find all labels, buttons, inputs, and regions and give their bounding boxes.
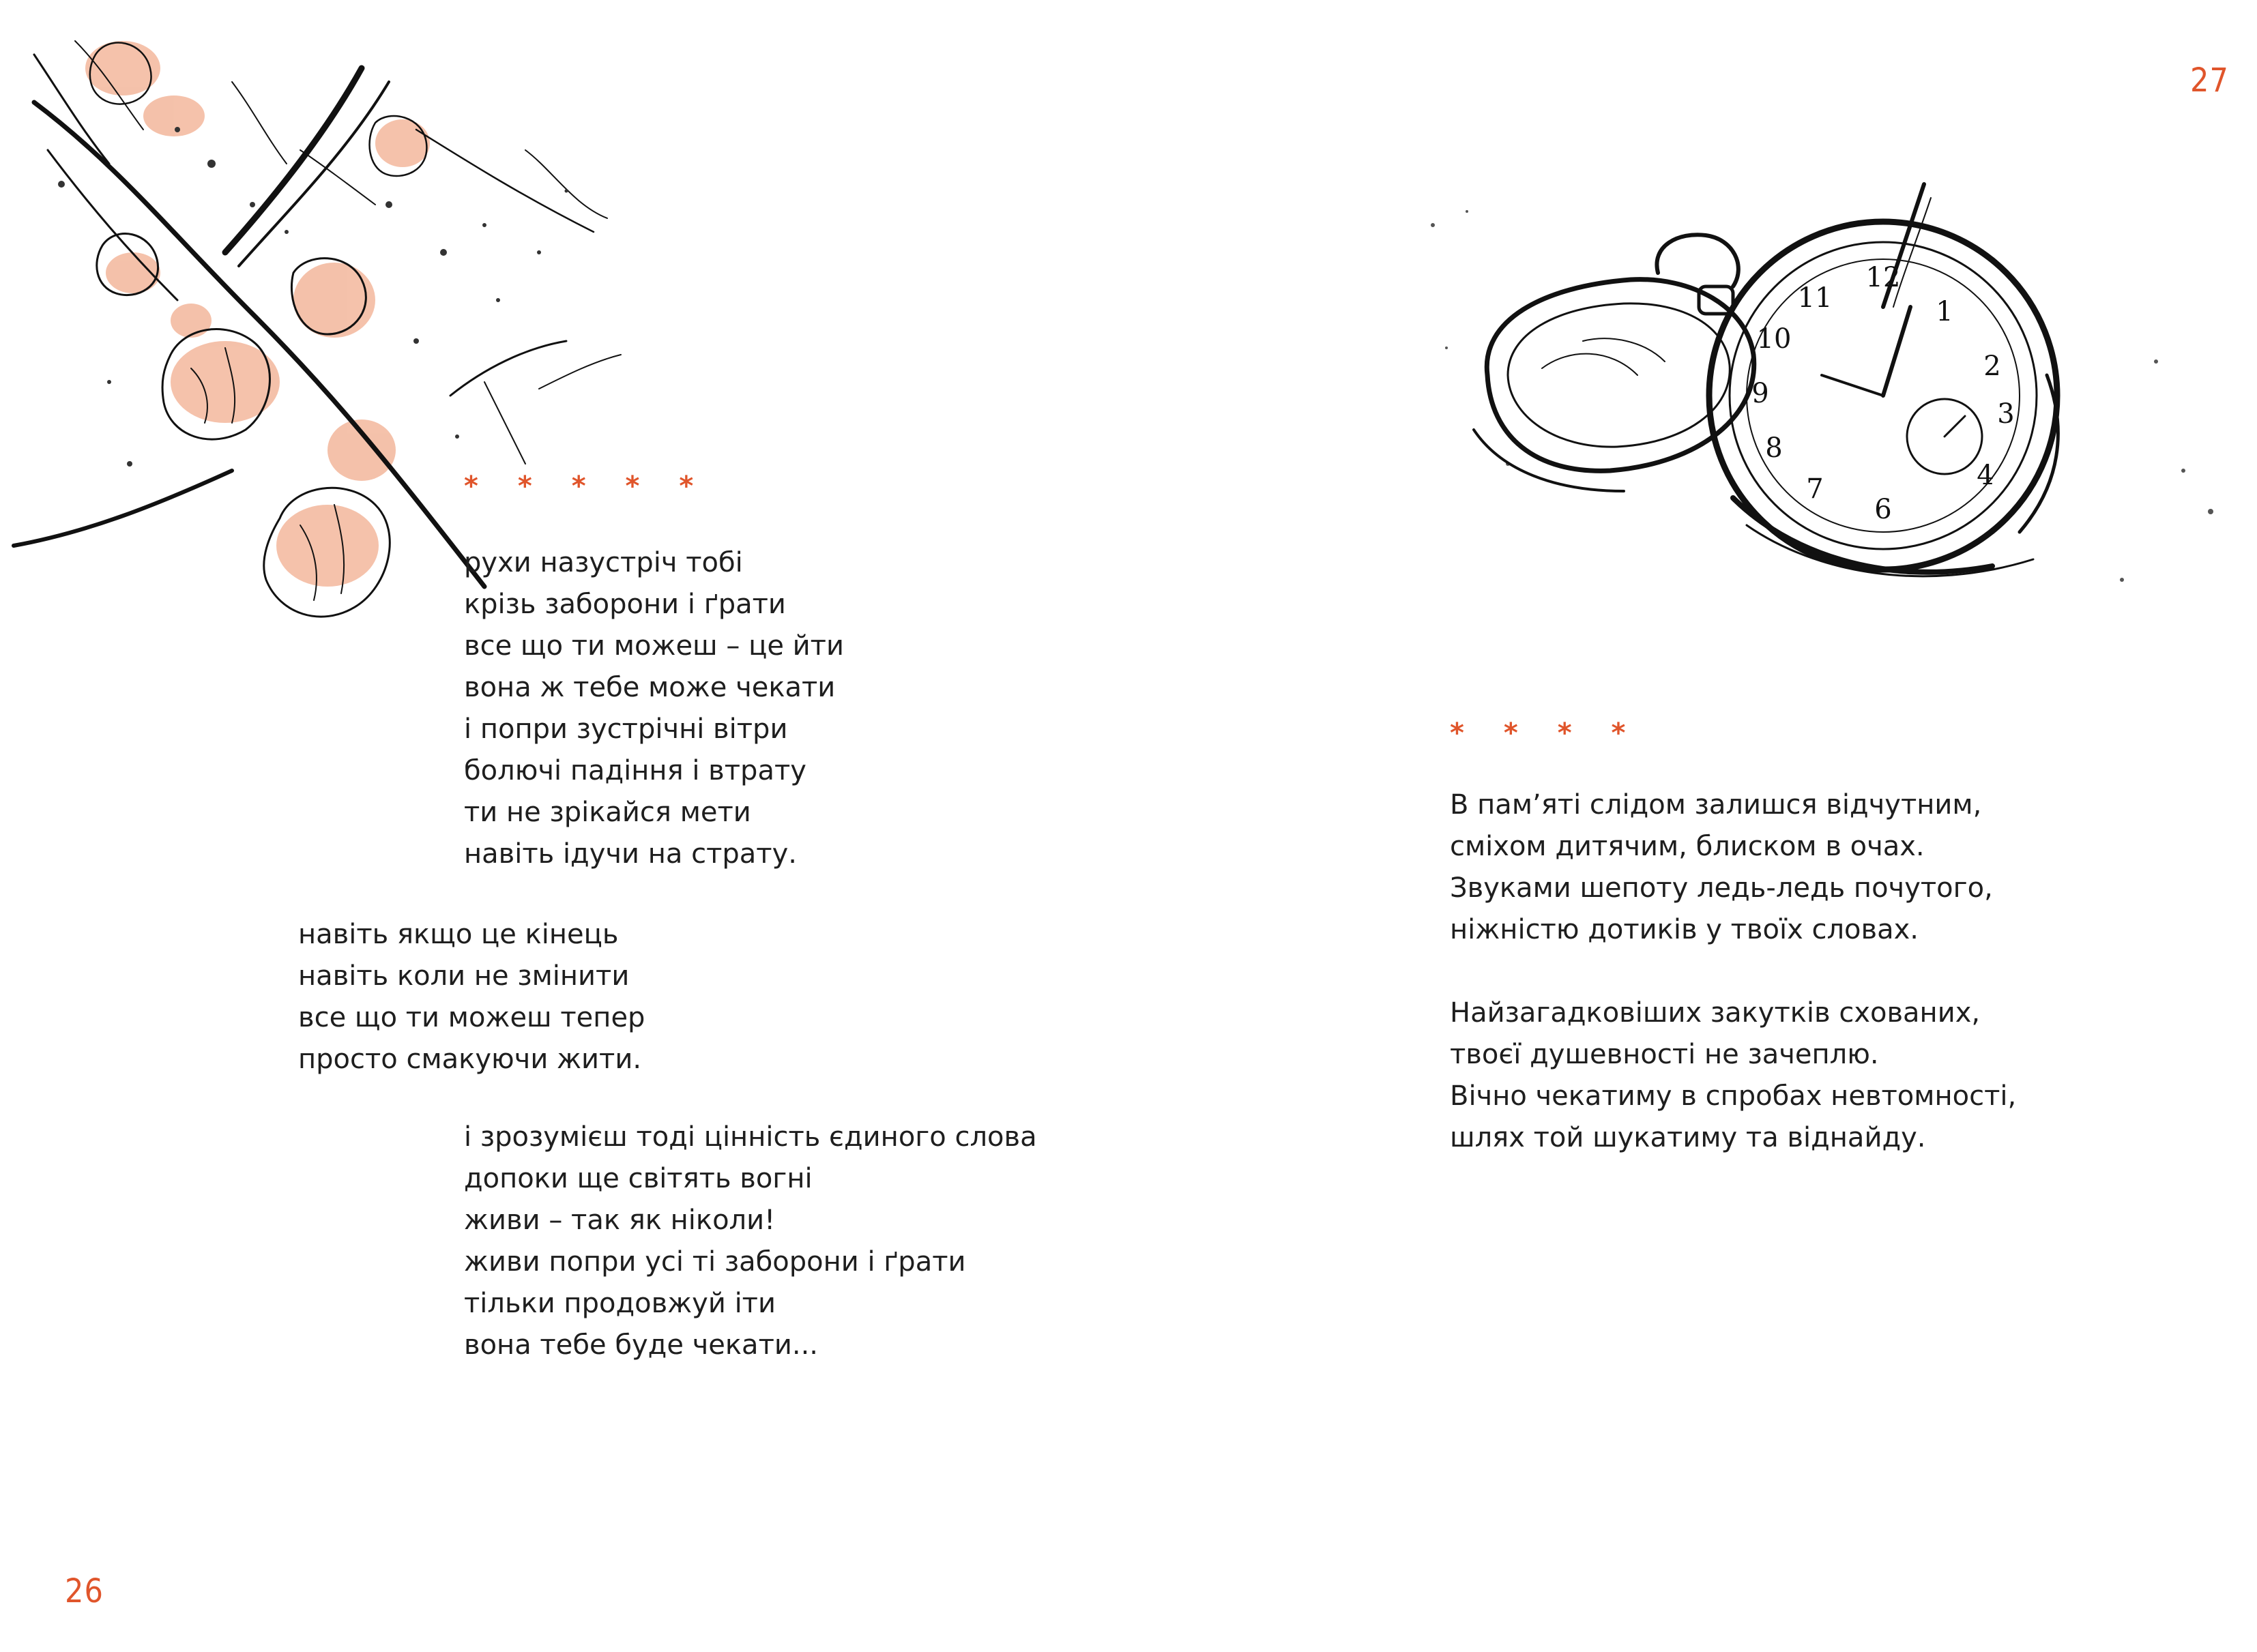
poem-line: рухи назустріч тобі xyxy=(464,547,743,578)
poem-line: болючі падіння і втрату xyxy=(464,755,806,786)
svg-text:11: 11 xyxy=(1797,282,1833,314)
svg-text:1: 1 xyxy=(1936,296,1953,327)
poem-line: сміхом дитячим, блиском в очах. xyxy=(1450,831,1925,862)
poem-line: вона ж тебе може чекати xyxy=(464,672,836,703)
svg-text:10: 10 xyxy=(1756,323,1792,355)
poem-line: Вічно чекатиму в спробах невтомності, xyxy=(1450,1080,2017,1112)
poem-line: В пам’яті слідом залишся відчутним, xyxy=(1450,789,1982,821)
poem-line: навіть якщо це кінець xyxy=(298,919,619,950)
poem-line: живи – так як ніколи! xyxy=(464,1205,776,1236)
poem-line: Звуками шепоту ледь-ледь почутого, xyxy=(1450,872,1993,904)
poem-line: шлях той шукатиму та віднайду. xyxy=(1450,1122,1926,1153)
poem-line: ти не зрікайся мети xyxy=(464,797,751,828)
svg-text:2: 2 xyxy=(1983,351,2001,382)
poem-line: Найзагадковіших закутків схованих, xyxy=(1450,997,1981,1029)
poem-line: все що ти можеш тепер xyxy=(298,1002,645,1033)
left-poem-stanza-2 xyxy=(298,914,645,1080)
left-page-number: 26 xyxy=(65,1572,104,1610)
svg-text:7: 7 xyxy=(1806,473,1824,505)
pocket-watch-illustration xyxy=(1406,171,2245,634)
right-poem-stanza-2 xyxy=(1450,992,2016,1159)
left-poem-stars: * * * * * xyxy=(464,471,709,502)
svg-text:6: 6 xyxy=(1874,494,1892,525)
left-poem-stanza-3 xyxy=(464,1117,1037,1366)
poem-line: твоєї душевності не зачеплю. xyxy=(1450,1039,1879,1070)
left-poem-stanza-1 xyxy=(464,542,844,875)
right-poem-stanza-1 xyxy=(1450,784,1993,951)
poem-line: живи попри усі ті заборони і ґрати xyxy=(464,1246,966,1278)
poem-line: і зрозумієш тоді цінність єдиного слова xyxy=(464,1121,1037,1153)
poem-line: просто смакуючи жити. xyxy=(298,1044,642,1075)
svg-text:3: 3 xyxy=(1997,398,2015,430)
svg-text:9: 9 xyxy=(1751,378,1769,409)
svg-text:12: 12 xyxy=(1865,262,1901,293)
svg-text:8: 8 xyxy=(1765,432,1783,464)
poem-line: і попри зустрічні вітри xyxy=(464,713,788,745)
poem-line: допоки ще світять вогні xyxy=(464,1163,813,1194)
poem-line: ніжністю дотиків у твоїх словах. xyxy=(1450,914,1919,945)
poem-line: тільки продовжуй іти xyxy=(464,1288,776,1319)
svg-text:4: 4 xyxy=(1977,460,1994,491)
right-poem-stars: * * * * xyxy=(1450,718,1641,749)
right-page-number: 27 xyxy=(2190,61,2229,100)
poem-line: навіть ідучи на страту. xyxy=(464,838,797,870)
poem-line: все що ти можеш – це йти xyxy=(464,630,844,662)
poem-line: вона тебе буде чекати... xyxy=(464,1329,819,1361)
poem-line: крізь заборони і ґрати xyxy=(464,589,786,620)
poem-line: навіть коли не змінити xyxy=(298,960,630,992)
